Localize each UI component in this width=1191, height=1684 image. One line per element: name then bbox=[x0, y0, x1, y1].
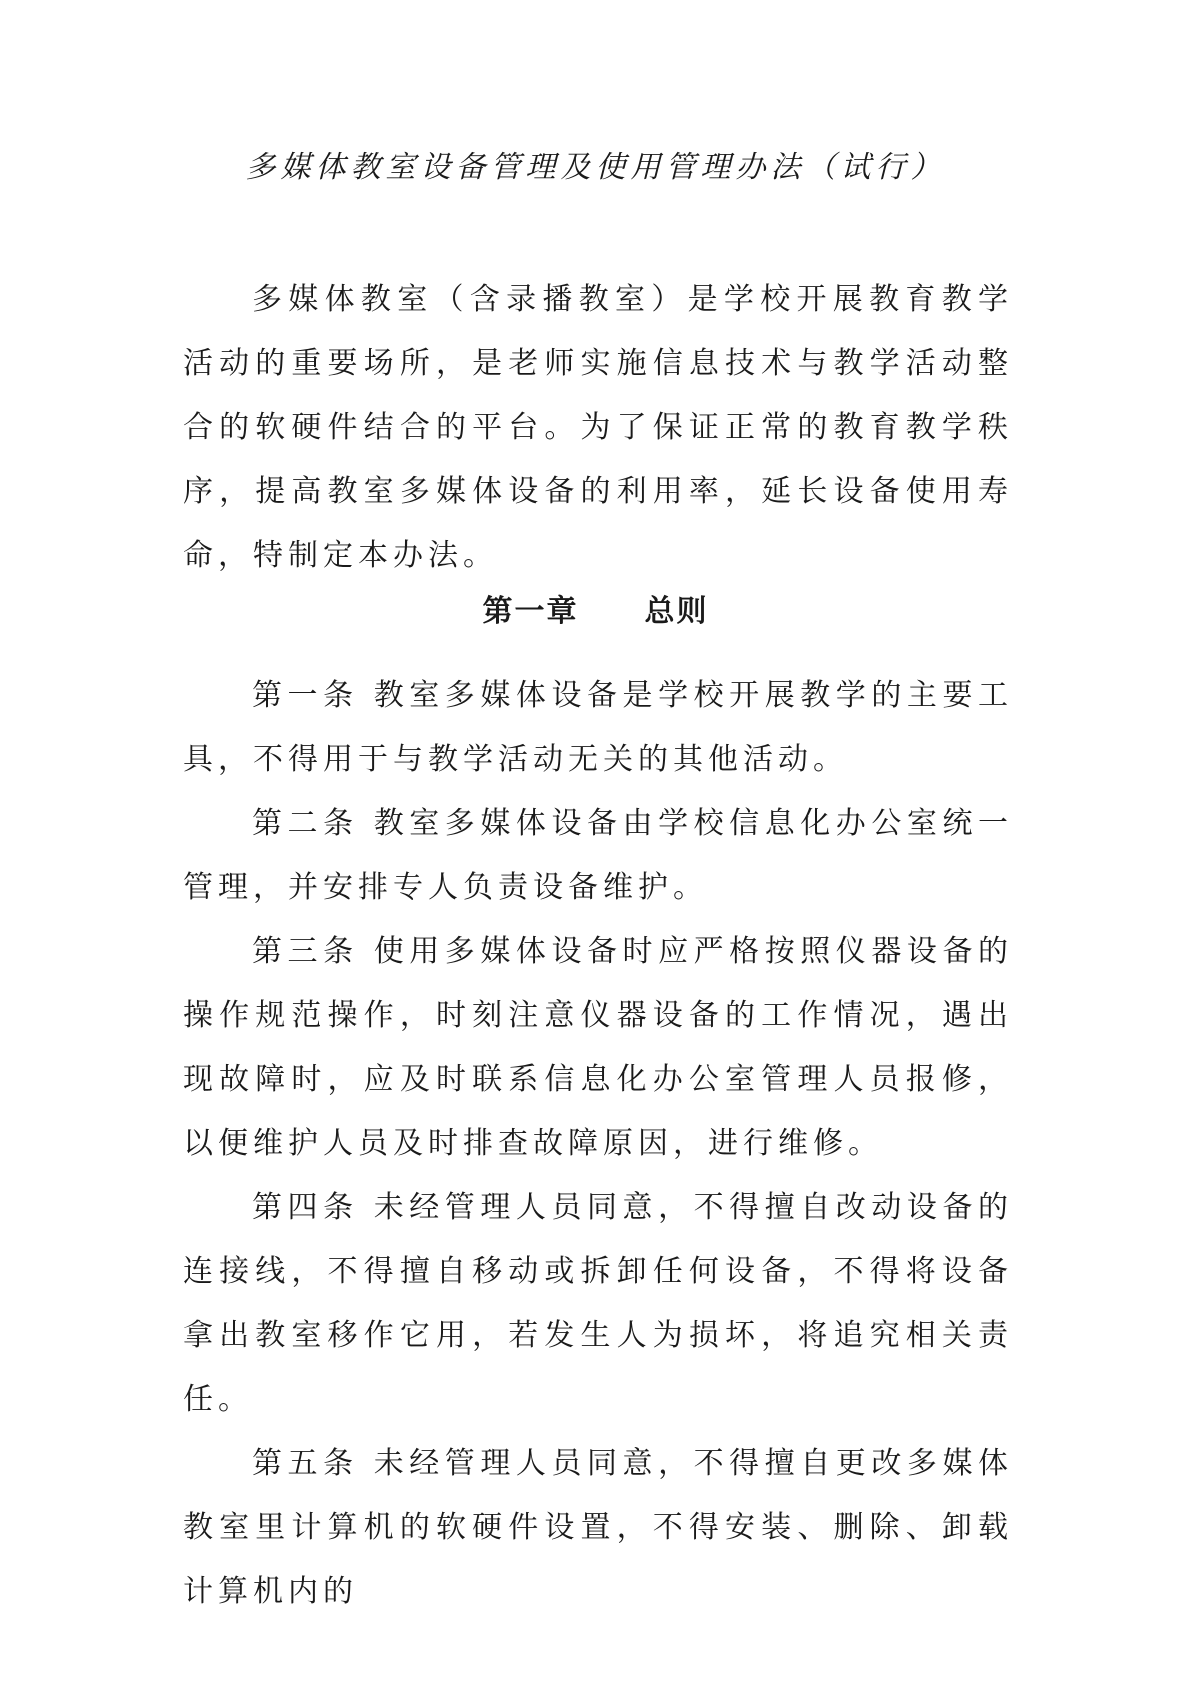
document-title: 多媒体教室设备管理及使用管理办法（试行） bbox=[245, 150, 946, 185]
articles-section bbox=[183, 664, 1013, 1624]
article-paragraph: 第五条 未经管理人员同意，不得擅自更改多媒体教室里计算机的软硬件设置，不得安装、删除、卸载计算机内的 bbox=[183, 1446, 1013, 1609]
intro-section bbox=[183, 268, 1013, 588]
chapter-heading bbox=[0, 592, 1191, 632]
chapter-name: 总则 bbox=[644, 594, 709, 629]
chapter-number: 第一章 bbox=[482, 594, 579, 629]
intro-paragraph: 多媒体教室（含录播教室）是学校开展教育教学活动的重要场所，是老师实施信息技术与教学活动整合的软硬件结合的平台。为了保证正常的教育教学秩序，提高教室多媒体设备的利用率，延长设备使用寿命，特制定本办法。 bbox=[183, 282, 1013, 573]
article-paragraph: 第四条 未经管理人员同意，不得擅自改动设备的连接线，不得擅自移动或拆卸任何设备，不得将设备拿出教室移作它用，若发生人为损坏，将追究相关责任。 bbox=[183, 1190, 1013, 1417]
article-paragraph: 第三条 使用多媒体设备时应严格按照仪器设备的操作规范操作，时刻注意仪器设备的工作情况，遇出现故障时，应及时联系信息化办公室管理人员报修，以便维护人员及时排查故障原因，进行维修。 bbox=[183, 934, 1013, 1161]
article-paragraph: 第二条 教室多媒体设备由学校信息化办公室统一管理，并安排专人负责设备维护。 bbox=[183, 806, 1013, 905]
article-paragraph: 第一条 教室多媒体设备是学校开展教学的主要工具，不得用于与教学活动无关的其他活动。 bbox=[183, 678, 1013, 777]
